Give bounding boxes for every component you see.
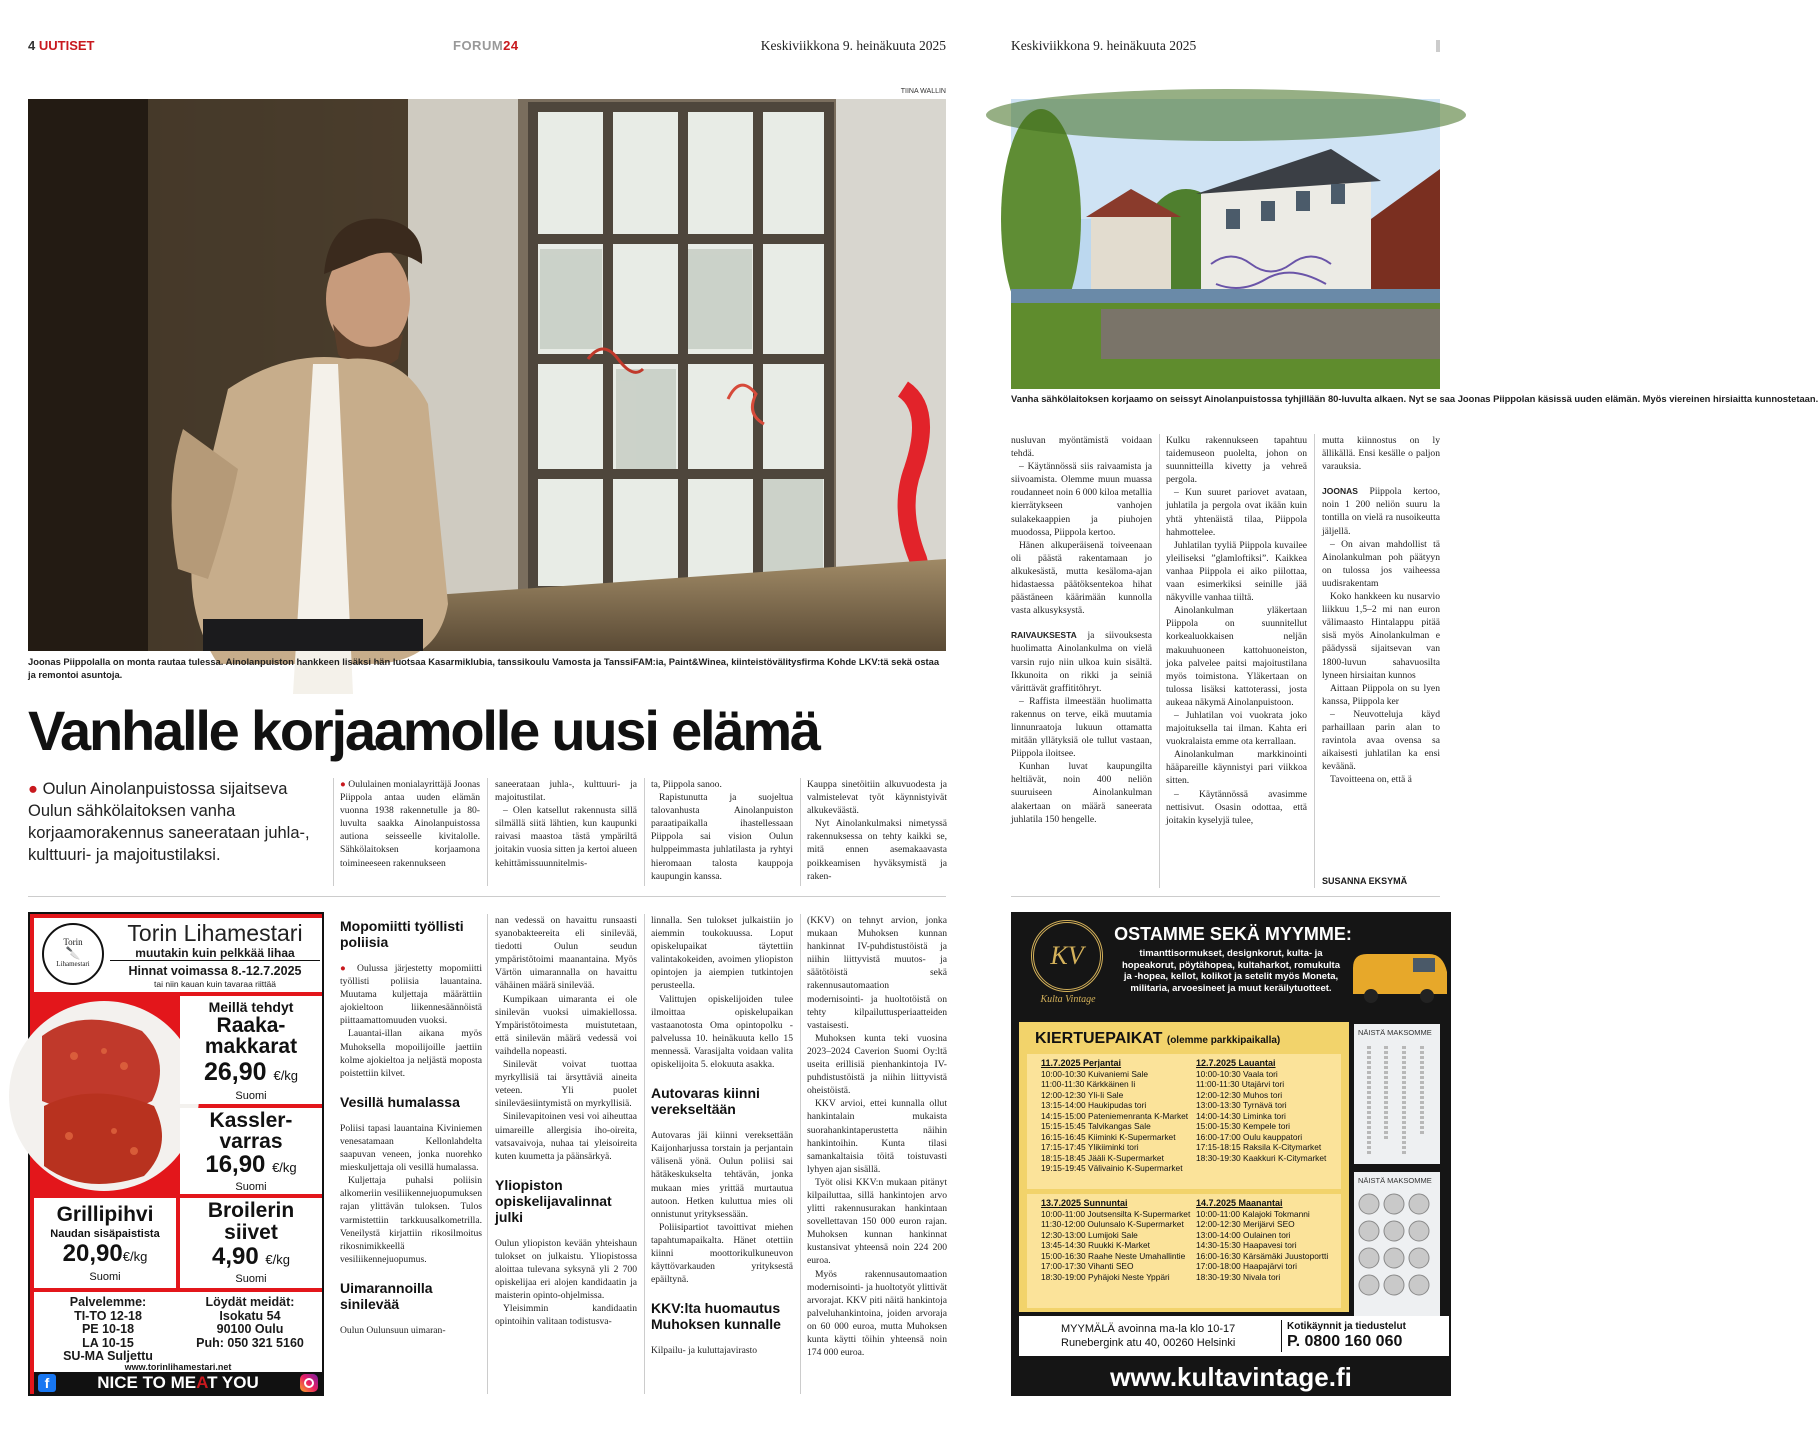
schedule-stop: 11:00-11:30 Utajärvi tori — [1196, 1079, 1285, 1089]
author-byline: SUSANNA EKSYMÄ — [1322, 876, 1408, 886]
schedule-stop: 17:15-17:45 Ylikiiminki tori — [1041, 1142, 1139, 1152]
column-divider — [1314, 434, 1315, 888]
news-col-2: nan vedessä on havaittu runsaasti syanobakteereita eli sinilevää, tiedotti Oulun seudun ympäristötoimi maanantaina. Myös Värtön uimarannalla on havaittu vähäinen määrä sinilevää. Kumpikaan uimaranta ei ole sinilevän vuoksi uimakiellossa. Ympäristötoimesta muistutetaan, että sinilevän määrä vedessä voi vaihdella nopeasti. Sinilevät voivat tuottaa myrkyllisiä tai ärsyttäviä aineita veteen. Yli puolet sinileväesiintymistä on myrkyllisiä. Sinilevapitoinen vesi voi aiheuttaa uimareille allergisia iho-oireita, vatsavaivoja, nuhaa tai yleisoireita kuten kuumetta ja päänsärkyä. Yliopiston opiskelijavalinnat julki Oulun yliopiston kevään yhteishaun tulokset on julkaistu. Yliopistossa aloittaa tulevana syksynä yli 2 700 opiskelijaa eri alojen kandidaatin ja maisterin opinto-ohjelmissa. Yleisimmin kandidaatin opintoihin valitaan todistusva- — [495, 915, 637, 1328]
schedule-stop: 18:30-19:30 Kaakkuri K-Citymarket — [1196, 1152, 1327, 1163]
article-col-3: ta, Piippola sanoo. Rapistunutta ja suojeltua talovanhusta Ainolanpuiston paraatipaikalla ihastellessaan Piippola sai vision Oulun hulppeimmasta juhlatilasta ja ryhtyi hieromaan talosta kauppoja kaupungin kanssa. — [651, 779, 793, 882]
next-page-edge — [1436, 40, 1440, 52]
schedule-stop: 19:15-19:45 Välivainio K-Supermarket — [1041, 1163, 1183, 1173]
page-date-left: Keskiviikkona 9. heinäkuuta 2025 — [760, 38, 946, 53]
schedule-stop: 13:15-14:00 Haukipudas tori — [1041, 1100, 1147, 1110]
headline: Vanhalle korjaamolle uusi elämä — [28, 699, 819, 762]
schedule-stop: 13:00-13:30 Tyrnävä tori — [1196, 1100, 1287, 1110]
schedule-stop: 15:15-15:45 Talvikangas Sale — [1041, 1121, 1151, 1131]
price: 26,90 — [203, 1058, 267, 1086]
van-image — [1349, 948, 1449, 1008]
schedule-stop: 18:15-18:45 Jääli K-Supermarket — [1041, 1152, 1164, 1163]
coins-panel: NÄISTÄ MAKSOMME — [1354, 1172, 1440, 1322]
column-divider — [487, 778, 488, 886]
news-col-1: Mopomiitti työllisti poliisia ● Oulussa järjestetty mopomiitti työllisti poliisia lauantaina. Muutama kuljettaja määrättiin ajokieltoon liikennesäännöistä piittaamattomuuden vuoksi. Lauantai-illan aikana myös Muhoksella mopoilijoille jaettiin kolme ajokieltoa ja neljästä moposta poistettiin kilvet. Vesillä humalassa Poliisi tapasi lauantaina Kiviniemen venesatamaan Kellonlahdelta saapuvan veneen, jonka nuorehko mieskuljettaja oli vesillä humalassa. Kuljettaja puhalsi poliisin alkomeriin vesiliikennejuopumuksen rajan ylittävän tuloksen. Tulos varmistettiin tarkkuusalkometrilla. Veneilystä kirjattiin rikosilmoitus rikosnimikkeellä vesiliikennejuopumus. Uimarannoilla sinilevää Oulun Oulunsuun uimaran- — [340, 918, 483, 1336]
ad-validity-note: tai niin kauan kuin tavaraa riittää — [154, 979, 276, 989]
sausage-image — [34, 996, 176, 1194]
column-divider — [487, 914, 488, 1394]
news-title: Yliopiston opiskelijavalinnat julki — [495, 1176, 612, 1225]
lead-paragraph: ● Oulun Ainolanpuistossa sijaitseva Oulun sähkölaitoksen vanha korjaamorakennus saneerataan juhla-, kulttuuri- ja majoitustilaksi. — [28, 780, 310, 864]
schedule-stop: 10:00-10:30 Vaala tori — [1196, 1068, 1278, 1079]
shop-info: MYYMÄLÄ avoinna ma-la klo 10-17 Runebergink atu 40, 00260 Helsinki Kotikäynnit ja tiedustelut P. 0800 160 060 — [1019, 1316, 1449, 1356]
schedule-stop: 12:00-12:30 Muhos tori — [1196, 1089, 1283, 1100]
bullet-icon: ● — [340, 963, 351, 974]
schedule-stop: 16:00-16:30 Kärsämäki Juustoportti — [1196, 1250, 1329, 1261]
photo-caption: Joonas Piippolalla on monta rautaa tulessa. Ainolanpuiston hankkeen lisäksi hän luotsaa Kasarmiklubia, tanssikoulu Vamosta ja TanssiFAM:ia, Paint&Winea, kiinteistövälitysfirma Kohde LKV:tä sekä ostaa ja remontoi asuntoja. — [28, 656, 940, 680]
schedule-day-2: 12.7.2025 Lauantai 10:00-10:30 Vaala tori 11:00-11:30 Utajärvi tori 12:00-12:30 Muhos tori 13:00-13:30 Tyrnävä tori 14:00-14:30 Liminka tori 15:00-15:30 Kempele tori 16:00-17:00 Oulu kauppatori 17:15-18:15 Raksila K-Citymarket 18:30-19:30 Kaakkuri K-Citymarket — [1196, 1058, 1327, 1163]
news-col-3: linnalla. Sen tulokset julkaistiin jo aiemmin toukokuussa. Loput opiskelupaikat täytettiin valintakokeiden, avoimen yliopiston opintojen ja aiempien tutkintojen perusteella. Valittujen opiskelijoiden tulee ilmoittaa opiskelupaikan vastaanotosta Oma opintopolku -palvelussa 10. heinäkuuta kello 15 mennessä. Varasijalta voidaan valita opiskelijoita 5. elokuuta asakka. Autovaras kiinni verekseltään Autovaras jäi kiinni vereksettään Kaijonharjussa torstain ja perjantain välisenä yönä. Oulun poliisi sai hätäkeskukselta tehtävän, jonka mukaan mies yrittää murtautua autoon. Hetken kuluttua mies oli onnistunut yrityksessään. Poliisipartiot tavoittivat miehen tapahtumapaikalta. Hänet otettiin kiinni moottorikulkuneuvon käyttövarkauden yrityksestä epäiltynä. KKV:lta huomautus Muhoksen kunnalle Kilpailu- ja kuluttajavirasto — [651, 915, 793, 1357]
chain-image — [1354, 1041, 1440, 1161]
schedule-day-3: 13.7.2025 Sunnuntai 10:00-11:00 Joutsensilta K-Supermarket 11:30-12:00 Oulunsalo K-Supermarket 12:30-13:00 Lumijoki Sale 13:45-14:30 Ruukki K-Market 15:00-16:30 Raahe Neste Umahallintie 17:00-17:30 Vihanti SEO 18:30-19:00 Pyhäjoki Neste Yppäri — [1041, 1198, 1191, 1282]
butcher-logo: Torin 🔪 Lihamestari — [42, 923, 104, 985]
price: 4,90 — [212, 1243, 259, 1270]
article-col-5: nusluvan myöntämistä voidaan tehdä. – Käytännössä siis raivaamista ja siivoamista. Olemme muun muassa roudanneet noin 6 000 kiloa metallia kierrätykseen vanhojen sulakekaappien ja piuhojen muodossa, Piippola kertoo. Hänen alkuperäisenä toiveenaan oli päästä rakentamaan jo alkukesästä, mutta kesäloma-ajan hidastaessa päätöksentekoa hihat päästäneen käärimään kunnolla vasta alkusyksystä. RAIVAUKSESTA ja siivouksesta huolimatta Ainolankulma on vielä varsin rujo niin ulkoa kuin sisältä. Ikkunoita on rikki ja seiniä värittävät graffititöhryt. – Raffista ilmeestään huolimatta rakennus on terve, eikä muutamia linnunraatoja lukuun ottamatta mitään yllätyksiä ole tullut vastaan, Piippola iloitsee. Kunhan luvat kaupungilta heltiävät, noin 400 neliön suuruiseen Ainolankulman alakertaan on määrä saneerata juhlatila 150 hengelle. — [1011, 435, 1152, 825]
ad-header — [34, 918, 322, 992]
photo2-caption: Vanha sähkölaitoksen korjaamo on seissyt Ainolanpuistossa tyhjillään 80-luvulta alkaen. Nyt se saa Joonas Piippolan käsissä uuden elämän. Myös viereinen hirsiaitta kunnostetaan. — [1011, 393, 1818, 404]
column-divider — [800, 778, 801, 886]
ad-brand: Torin Lihamestari — [127, 920, 303, 946]
ad-kulta-vintage[interactable] — [1011, 912, 1451, 1396]
news-title: KKV:lta huomautus Muhoksen kunnalle — [651, 1300, 781, 1333]
schedule-stop: 17:15-18:15 Raksila K-Citymarket — [1196, 1142, 1322, 1152]
article-col-7: mutta kiinnostus on ly ällikällä. Ensi kesälle o paljon varauksia. JOONAS Piippola kertoo, noin 1 200 neliön suuru la tontilla on vielä ra nusoikeutta jäljellä. – On aivan mahdollist tä Ainolankulman poh päätyyn on tulossa jos vaiheessa uudisrakentam Koko hankkeen ku nusarvio liikkuu 1,5–2 mi nan euron välimaasto Hintalappu pitää sisä myös Ainolankulman e päädyssä sijaitsevan van 1800-luvun sahavuosilta lyneen hirsiaitan kunnos Aittaan Piippola on su lyen kanssa, Piippola ker – Neuvotteluja käyd parhaillaan parin alan to ravintola avaa ovensa sa aikaisesti juhlatilan ka ensi keväänä. Tavoitteena on, että ä — [1322, 435, 1440, 786]
article-col-4: Kauppa sinetöitiin alkuvuodesta ja valmistelevat työt käynnistyivät alkukeväästä. Nyt Ainolankulmaksi nimetyssä rakennuksessa on tehty kaikki se, mitä ennen asemakaavasta poikkeamisen hyväksymistä ja raken- — [807, 779, 947, 882]
schedule-stop: 10:00-10:30 Kuivaniemi Sale — [1041, 1068, 1149, 1079]
section-divider — [1011, 896, 1440, 897]
ad-tagline: muutakin kuin pelkkää lihaa — [110, 946, 320, 961]
main-photo — [28, 99, 946, 651]
news-title: Mopomiitti työllisti poliisia — [340, 918, 464, 950]
kv-logo: KV — [1031, 920, 1103, 992]
photo-credit: TIINA WALLIN — [900, 88, 946, 95]
schedule-day-4: 14.7.2025 Maanantai 10:00-11:00 Kalajoki Tokmanni 12:00-12:30 Merijärvi SEO 13:00-14:00 Oulainen tori 14:30-15:30 Haapavesi tori 16:00-16:30 Kärsämäki Juustoportti 17:00-18:00 Haapajärvi tori 18:30-19:30 Nivala tori — [1196, 1198, 1329, 1282]
article-col-6: Kulku rakennukseen tapahtuu taidemuseon puolelta, johon on suunnitteilla kivetty ja vehreä pergola. – Kun suuret pariovet avataan, juhlatila ja pergola ovat ikään kuin yhtä yhtenäistä tilaa, Piippola hahmottelee. Juhlatilan tyyliä Piippola kuvailee yleiliseksi ”glamloftiksi”. Kaikkea vanhaa Piippola ei aiko piilottaa, vaan esimerkiksi seinille jää näkyville vanhaa tiiltä. Ainolankulman yläkertaan Piippola on suunnitellut korkealuokkaisen neljän makuuhuoneen kattohuoneiston, joka palvelee paitsi majoitustilana myös toimistona. Yläkertaan on tulossa lisäksi kattoterassi, josta aukeaa näkymä Ainolanpuistoon. – Juhlatilan voi vuokrata joko majoituksella tai ilman. Kahta eri vuokralaista emme ota kerrallaan. Ainolankulman markkinointi hääpareille käynnistyi pari viikkoa sitten. – Käytännössä avasimme nettisivut. Osasin odottaa, että joitakin kyselyjä tulee, — [1166, 435, 1307, 826]
schedule-stop: 18:30-19:00 Pyhäjoki Neste Yppäri — [1041, 1271, 1170, 1282]
facebook-icon[interactable]: f — [38, 1374, 56, 1392]
building-photo — [1011, 99, 1440, 389]
instagram-icon[interactable] — [300, 1374, 318, 1392]
store-address: Löydät meidät: Isokatu 54 90100 Oulu Puh: 050 321 5160 — [196, 1295, 304, 1350]
article-col-1: ● Oululainen monialayrittäjä Joonas Piippola antaa uuden elämän vuonna 1938 rakennetulle ja 80-luvulta saakka Ainolanpuistossa autiona seisseelle kivitalolle. Sähkölaitoksen korjaamona toimineeseen rakennukseen — [340, 779, 480, 869]
bullet-icon: ● — [28, 780, 38, 798]
page-date-right: Keskiviikkona 9. heinäkuuta 2025 — [1011, 38, 1197, 53]
schedule-stop: 12:00-12:30 Merijärvi SEO — [1196, 1219, 1295, 1229]
column-divider — [644, 778, 645, 886]
column-divider — [800, 914, 801, 1394]
schedule-stop: 14:30-15:30 Haapavesi tori — [1196, 1240, 1297, 1250]
schedule-stop: 10:00-11:00 Kalajoki Tokmanni — [1196, 1208, 1310, 1219]
bullet-icon: ● — [340, 779, 346, 790]
schedule-stop: 13:00-14:00 Oulainen tori — [1196, 1229, 1291, 1240]
ad-items: timanttisormukset, designkorut, kulta- ja hopeakorut, pöytähopea, kultaharkot, romukulta ja -hopea, kellot, kolikot ja setelit myös Moneta, militaria, arvoesineet ja muut keräilytuotteet. — [1121, 948, 1340, 994]
column-divider — [333, 778, 334, 886]
ad-torin-lihamestari[interactable] — [28, 912, 324, 1396]
schedule-stop: 14:00-14:30 Liminka tori — [1196, 1110, 1286, 1121]
schedule-stop: 10:00-11:00 Joutsensilta K-Supermarket — [1041, 1208, 1191, 1219]
page-number: 4 UUTISET — [28, 38, 95, 53]
schedule-stop: 11:30-12:00 Oulunsalo K-Supermarket — [1041, 1219, 1184, 1229]
article-col-2: saneerataan juhla-, kulttuuri- ja majoitustilat. – Olen katsellut rakennusta sillä silmällä siitä lähtien, kun kaupunki raivasi maastoa tästä ympäriltä joitakin vuosia sitten ja kertoi alueen kehittämissuunnitelmis- — [495, 779, 637, 869]
brand-logo: FORUM24 — [453, 38, 519, 53]
phone-number: P. 0800 160 060 — [1287, 1333, 1403, 1350]
news-title: Autovaras kiinni verekseltään — [651, 1085, 760, 1118]
ad-validity: Hinnat voimassa 8.-12.7.2025 — [128, 964, 302, 978]
news-title: Uimarannoilla sinilevää — [340, 1279, 433, 1312]
schedule-stop: 15:00-16:30 Raahe Neste Umahallintie — [1041, 1250, 1186, 1261]
schedule-stop: 15:00-15:30 Kempele tori — [1196, 1121, 1291, 1131]
tour-schedule — [1019, 1022, 1349, 1312]
schedule-stop: 16:15-16:45 Kiiminki K-Supermarket — [1041, 1131, 1176, 1142]
opening-hours: Palvelemme: TI-TO 12-18 PE 10-18 LA 10-15 SU-MA Suljettu — [63, 1295, 153, 1363]
coins-image — [1354, 1189, 1440, 1319]
schedule-stop: 17:00-18:00 Haapajärvi tori — [1196, 1261, 1298, 1271]
schedule-stop: 13:45-14:30 Ruukki K-Market — [1041, 1240, 1150, 1250]
schedule-stop: 14:15-15:00 Pateniemenranta K-Market — [1041, 1110, 1189, 1121]
kv-logo-text: Kulta Vintage — [1040, 994, 1096, 1005]
product-grillipihvi: Grillipihvi Naudan sisäpaistista 20,90€/kg Suomi — [34, 1198, 176, 1288]
ad-website[interactable]: www.kultavintage.fi — [1110, 1362, 1352, 1392]
schedule-stop: 17:00-17:30 Vihanti SEO — [1041, 1261, 1134, 1271]
ad-headline: OSTAMME SEKÄ MYYMME: — [1114, 924, 1352, 944]
schedule-stop: 11:00-11:30 Kärkkäinen Ii — [1041, 1079, 1136, 1089]
news-title: Vesillä humalassa — [340, 1093, 460, 1110]
jewelry-panel: NÄISTÄ MAKSOMME — [1354, 1024, 1440, 1164]
ad-footer — [34, 1292, 322, 1394]
schedule-stop: 18:30-19:30 Nivala tori — [1196, 1271, 1281, 1282]
ad-slogan: NICE TO MEAT YOU — [34, 1372, 322, 1394]
column-divider — [644, 914, 645, 1394]
product-raakamakkarat: Meillä tehdyt Raaka- makkarat 26,90 €/kg Suomi — [180, 996, 322, 1104]
schedule-day-1: 11.7.2025 Perjantai 10:00-10:30 Kuivaniemi Sale 11:00-11:30 Kärkkäinen Ii 12:00-12:30 Yli-Ii Sale 13:15-14:00 Haukipudas tori 14:15-15:00 Pateniemenranta K-Market 15:15-15:45 Talvikangas Sale 16:15-16:45 Kiiminki K-Supermarket 17:15-17:45 Ylikiiminki tori 18:15-18:45 Jääli K-Supermarket 19:15-19:45 Välivainio K-Supermarket — [1041, 1058, 1189, 1173]
ad-website[interactable]: www.torinlihamestari.net — [124, 1362, 232, 1372]
schedule-stop: 12:00-12:30 Yli-Ii Sale — [1041, 1089, 1124, 1100]
price: 16,90 — [205, 1151, 266, 1178]
column-divider — [1159, 434, 1160, 888]
product-kasslervarras: Kassler- varras 16,90 €/kg Suomi — [180, 1108, 322, 1194]
tour-title: KIERTUEPAIKAT (olemme parkkipaikalla) — [1035, 1030, 1281, 1047]
news-col-4: (KKV) on tehnyt arvion, jonka mukaan Muhoksen kunnan hankinnat IV-puhdistustöistä ja niihin liittyvistä muutos- ja säätötöistä sekä rakennusautomaation modernisointi- ja huoltotöistä on tehty kilpailuttusperiaatteiden vastaisesti. Muhoksen kunta teki vuosina 2023–2024 Caverion Suomi Oy:ltä useita erillisiä pienhankintoja IV-puhdistustöistä ja niihin liittyvistä oheistöistä. KKV arvioi, ettei kunnalla ollut hankintalain mukaista suorahankintaperustetta näihin hankintoihin. Kunta tilasi samankaltaisia töitä toistuvasti lyhyen ajan sisällä. Työt olisi KKV:n mukaan pitänyt kilpailuttaa, sillä hankintojen arvo ylitti rakennusurakan hankintaan sovellettavan 150 000 euron rajan. Muhoksen kunnan hankinnat kustansivat yhteensä noin 224 200 euroa. Myös rakennusautomaation modernisointi- ja huoltotyöt ylittivät arvorajat. KKV piti näitä hankintoja palveluhankintoina, joiden arvoraja on 60 000 euroa, mutta Muhoksen kunta käytti töihin yhteensä noin 174 000 euroa. — [807, 915, 947, 1359]
section-divider — [28, 896, 946, 897]
schedule-stop: 16:00-17:00 Oulu kauppatori — [1196, 1131, 1303, 1142]
schedule-stop: 12:30-13:00 Lumijoki Sale — [1041, 1229, 1138, 1240]
price: 20,90 — [62, 1240, 123, 1267]
knife-icon: 🔪 — [65, 946, 81, 960]
section-label: UUTISET — [38, 38, 95, 53]
product-broilerin-siivet: Broilerin siivet 4,90 €/kg Suomi — [180, 1198, 322, 1288]
